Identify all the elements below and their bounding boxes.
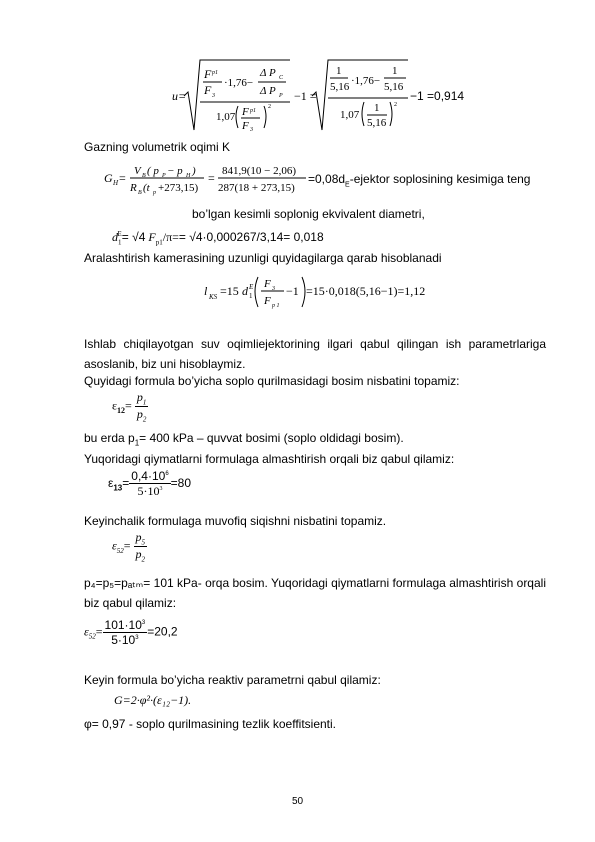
- svg-text:KS: KS: [209, 293, 218, 301]
- formula-l: [204, 271, 464, 311]
- formula-e13-result: =80: [170, 476, 192, 491]
- formula-e52-lhs: ε: [112, 538, 117, 553]
- svg-text:p1: p1: [212, 70, 218, 76]
- svg-text:287(18 + 273,15): 287(18 + 273,15): [218, 182, 295, 194]
- formula-e13-den: 5·10: [137, 484, 160, 498]
- svg-text:Δ P: Δ P: [260, 67, 276, 79]
- formula-e12-num: p: [136, 390, 143, 404]
- formula-e12-eq: =: [125, 398, 132, 413]
- svg-text:2: 2: [268, 104, 271, 110]
- svg-text:P: P: [279, 93, 283, 99]
- svg-text:=: =: [208, 171, 215, 185]
- text-quyidagi: Quyidagi formula bo’yicha soplo qurilmasidagi bosim nisbatini topamiz:: [84, 374, 460, 388]
- svg-text:841,9(10 − 2,06): 841,9(10 − 2,06): [222, 165, 297, 177]
- svg-text:5,16: 5,16: [384, 81, 404, 93]
- formula-e13-eq: =: [122, 476, 130, 491]
- svg-text:C: C: [279, 75, 284, 81]
- svg-text:E: E: [249, 283, 254, 291]
- svg-text:F: F: [204, 83, 212, 97]
- formula-l-body: =15·0,018(5,16−1)=1,12: [306, 284, 426, 298]
- formula-g: G=2·φ²·(ε₁₂−1).: [114, 693, 192, 707]
- formula-e13-sub: 13: [113, 483, 123, 493]
- text-aralash: Aralashtirish kamerasining uzunligi quyidagilarga qarab hisoblanadi: [84, 251, 442, 265]
- svg-text:F: F: [242, 120, 249, 132]
- formula-e52: [112, 530, 147, 564]
- formula-e13: [108, 469, 191, 499]
- formula-gh: [104, 158, 554, 198]
- svg-text:H: H: [186, 173, 191, 179]
- formula-gh-tail: -ejektor soplosining kesimiga teng: [349, 172, 531, 186]
- svg-text:3: 3: [250, 127, 253, 132]
- svg-text:1: 1: [336, 65, 342, 77]
- svg-text:B: B: [138, 190, 142, 196]
- svg-text:( p: ( p: [147, 165, 159, 177]
- svg-text:1,07: 1,07: [340, 109, 360, 121]
- svg-text:2: 2: [394, 102, 397, 108]
- svg-text:3: 3: [212, 93, 215, 99]
- formula-e52-den: p: [135, 547, 142, 562]
- svg-text:1: 1: [374, 102, 380, 114]
- page-number: 50: [291, 796, 304, 807]
- svg-text:5,16: 5,16: [367, 117, 387, 129]
- formula-e52-eq: =: [123, 538, 131, 553]
- svg-text:V: V: [134, 165, 141, 177]
- svg-text:p 1: p 1: [272, 303, 280, 309]
- svg-text:F: F: [242, 106, 249, 118]
- formula-u-lhs: u=: [172, 89, 187, 103]
- formula-u-result: −1 =0,914: [410, 89, 465, 103]
- formula-d-body: = √4·0,000267/3,14= 0,018: [178, 230, 324, 244]
- svg-text:1: 1: [392, 65, 398, 77]
- svg-text:F: F: [204, 67, 212, 81]
- svg-text:=15: =15: [220, 284, 239, 298]
- formula-gh-svg: [104, 158, 340, 198]
- formula-e52-num: p: [135, 530, 142, 544]
- formula-e12: [112, 390, 148, 424]
- formula-e12-den: p: [136, 407, 143, 422]
- svg-text:(t: (t: [143, 182, 150, 194]
- text-keyinchalik: Keyinchalik formulaga muvofiq siqishni nisbatini topamiz.: [84, 514, 387, 528]
- formula-u: [172, 54, 492, 132]
- svg-text:F: F: [264, 278, 271, 290]
- text-yuqori1: Yuqoridagi qiymatlarni formulaga almashtirish orqali biz qabul qilamiz:: [84, 452, 455, 466]
- svg-text:·1,76−: ·1,76−: [224, 77, 254, 89]
- svg-text:): ): [192, 165, 196, 177]
- svg-text:−1 =: −1 =: [294, 89, 317, 103]
- formula-e52b-lhs: ε: [84, 624, 89, 639]
- svg-text:B: B: [142, 173, 146, 179]
- formula-e52-sub: 52: [116, 547, 124, 556]
- formula-e52b-den: 5·10: [111, 633, 136, 647]
- text-buerda-tail: = 400 kPa – quvvat bosimi (soplo oldidagi bosim).: [139, 431, 404, 445]
- svg-text:R: R: [130, 182, 137, 194]
- formula-e12-frac: $\frac{p_1}{p_2}$: [136, 390, 147, 424]
- formula-d: $d_1^E= √4$ $F_{p1}/\pi== √4\cdot 0,000267/3,14= 0,018$: [112, 230, 324, 247]
- formula-e12-lhs: ε: [112, 398, 118, 413]
- formula-e52b: [84, 618, 178, 647]
- svg-text:− p: − p: [167, 165, 183, 177]
- formula-e13-lhs: ε: [108, 476, 114, 491]
- formula-e12-sub: 12: [117, 406, 126, 416]
- svg-text:·1,76−: ·1,76−: [351, 75, 381, 87]
- text-buerda-lead: bu erda p: [84, 431, 135, 445]
- formula-e52b-num: 101·10: [104, 618, 142, 632]
- text-buerda: bu erda $p_1= 400$ kPa – quvvat bosimi (soplo oldidagi bosim).: [84, 431, 404, 448]
- svg-text:3: 3: [272, 286, 275, 292]
- svg-text:Δ P: Δ P: [260, 85, 276, 97]
- svg-text:1,07: 1,07: [216, 111, 236, 123]
- formula-l-svg: [204, 271, 314, 311]
- text-phi: φ= 0,97 - soplo qurilmasining tezlik koeffitsienti.: [84, 717, 337, 731]
- svg-text:d: d: [242, 284, 248, 298]
- formula-e52b-sub: 52: [88, 632, 96, 641]
- paragraph-ishlab: Ishlab chiqilayotgan suv oqimliejektorining ilgari qabul qilingan ish parametrlariga asoslanib, biz uni hisoblaymiz.: [84, 337, 546, 371]
- svg-text:p: p: [153, 190, 156, 196]
- svg-text:G: G: [104, 171, 113, 185]
- formula-e13-num: 0,4·10: [131, 469, 166, 483]
- formula-e52b-result: =20,2: [147, 624, 178, 639]
- paragraph-p4: p₄=p₅=pₐₜₘ= 101 kPa- orqa bosim. Yuqoridagi qiymatlarni formulaga almashtirish orqali biz qabul qilamiz:: [84, 576, 546, 610]
- svg-text:p1: p1: [250, 108, 256, 114]
- svg-text:=: =: [119, 171, 126, 185]
- formula-e13-frac: $\frac{0,4\cdot 10^6}{5\cdot 10^3}$: [131, 469, 169, 498]
- text-gazning: Gazning volumetrik oqimi K: [84, 140, 231, 154]
- formula-e52b-frac: $\frac{101\cdot 10^3}{5\cdot 10^3}$: [104, 618, 146, 647]
- svg-text:l: l: [204, 284, 208, 298]
- svg-text:+273,15): +273,15): [158, 182, 199, 194]
- svg-text:5,16: 5,16: [330, 81, 350, 93]
- svg-text:−1: −1: [286, 284, 299, 298]
- text-kesimli: bo’lgan kesimli soplonig ekvivalent diametri,: [192, 207, 425, 221]
- formula-e52-frac: $\frac{p_5}{p_2}$: [135, 530, 146, 564]
- svg-text:H: H: [113, 179, 119, 187]
- formula-gh-result-value: =0,08d: [308, 172, 346, 186]
- svg-text:F: F: [264, 295, 271, 307]
- svg-text:P: P: [162, 173, 166, 179]
- svg-text:1: 1: [249, 292, 253, 300]
- formula-gh-result: $=0,08d_E$-ejektor soplosining kesimiga teng: [308, 172, 531, 189]
- text-keyin: Keyin formula bo’yicha reaktiv parametrni qabul qilamiz:: [84, 673, 381, 687]
- formula-e52b-eq: =: [95, 624, 103, 639]
